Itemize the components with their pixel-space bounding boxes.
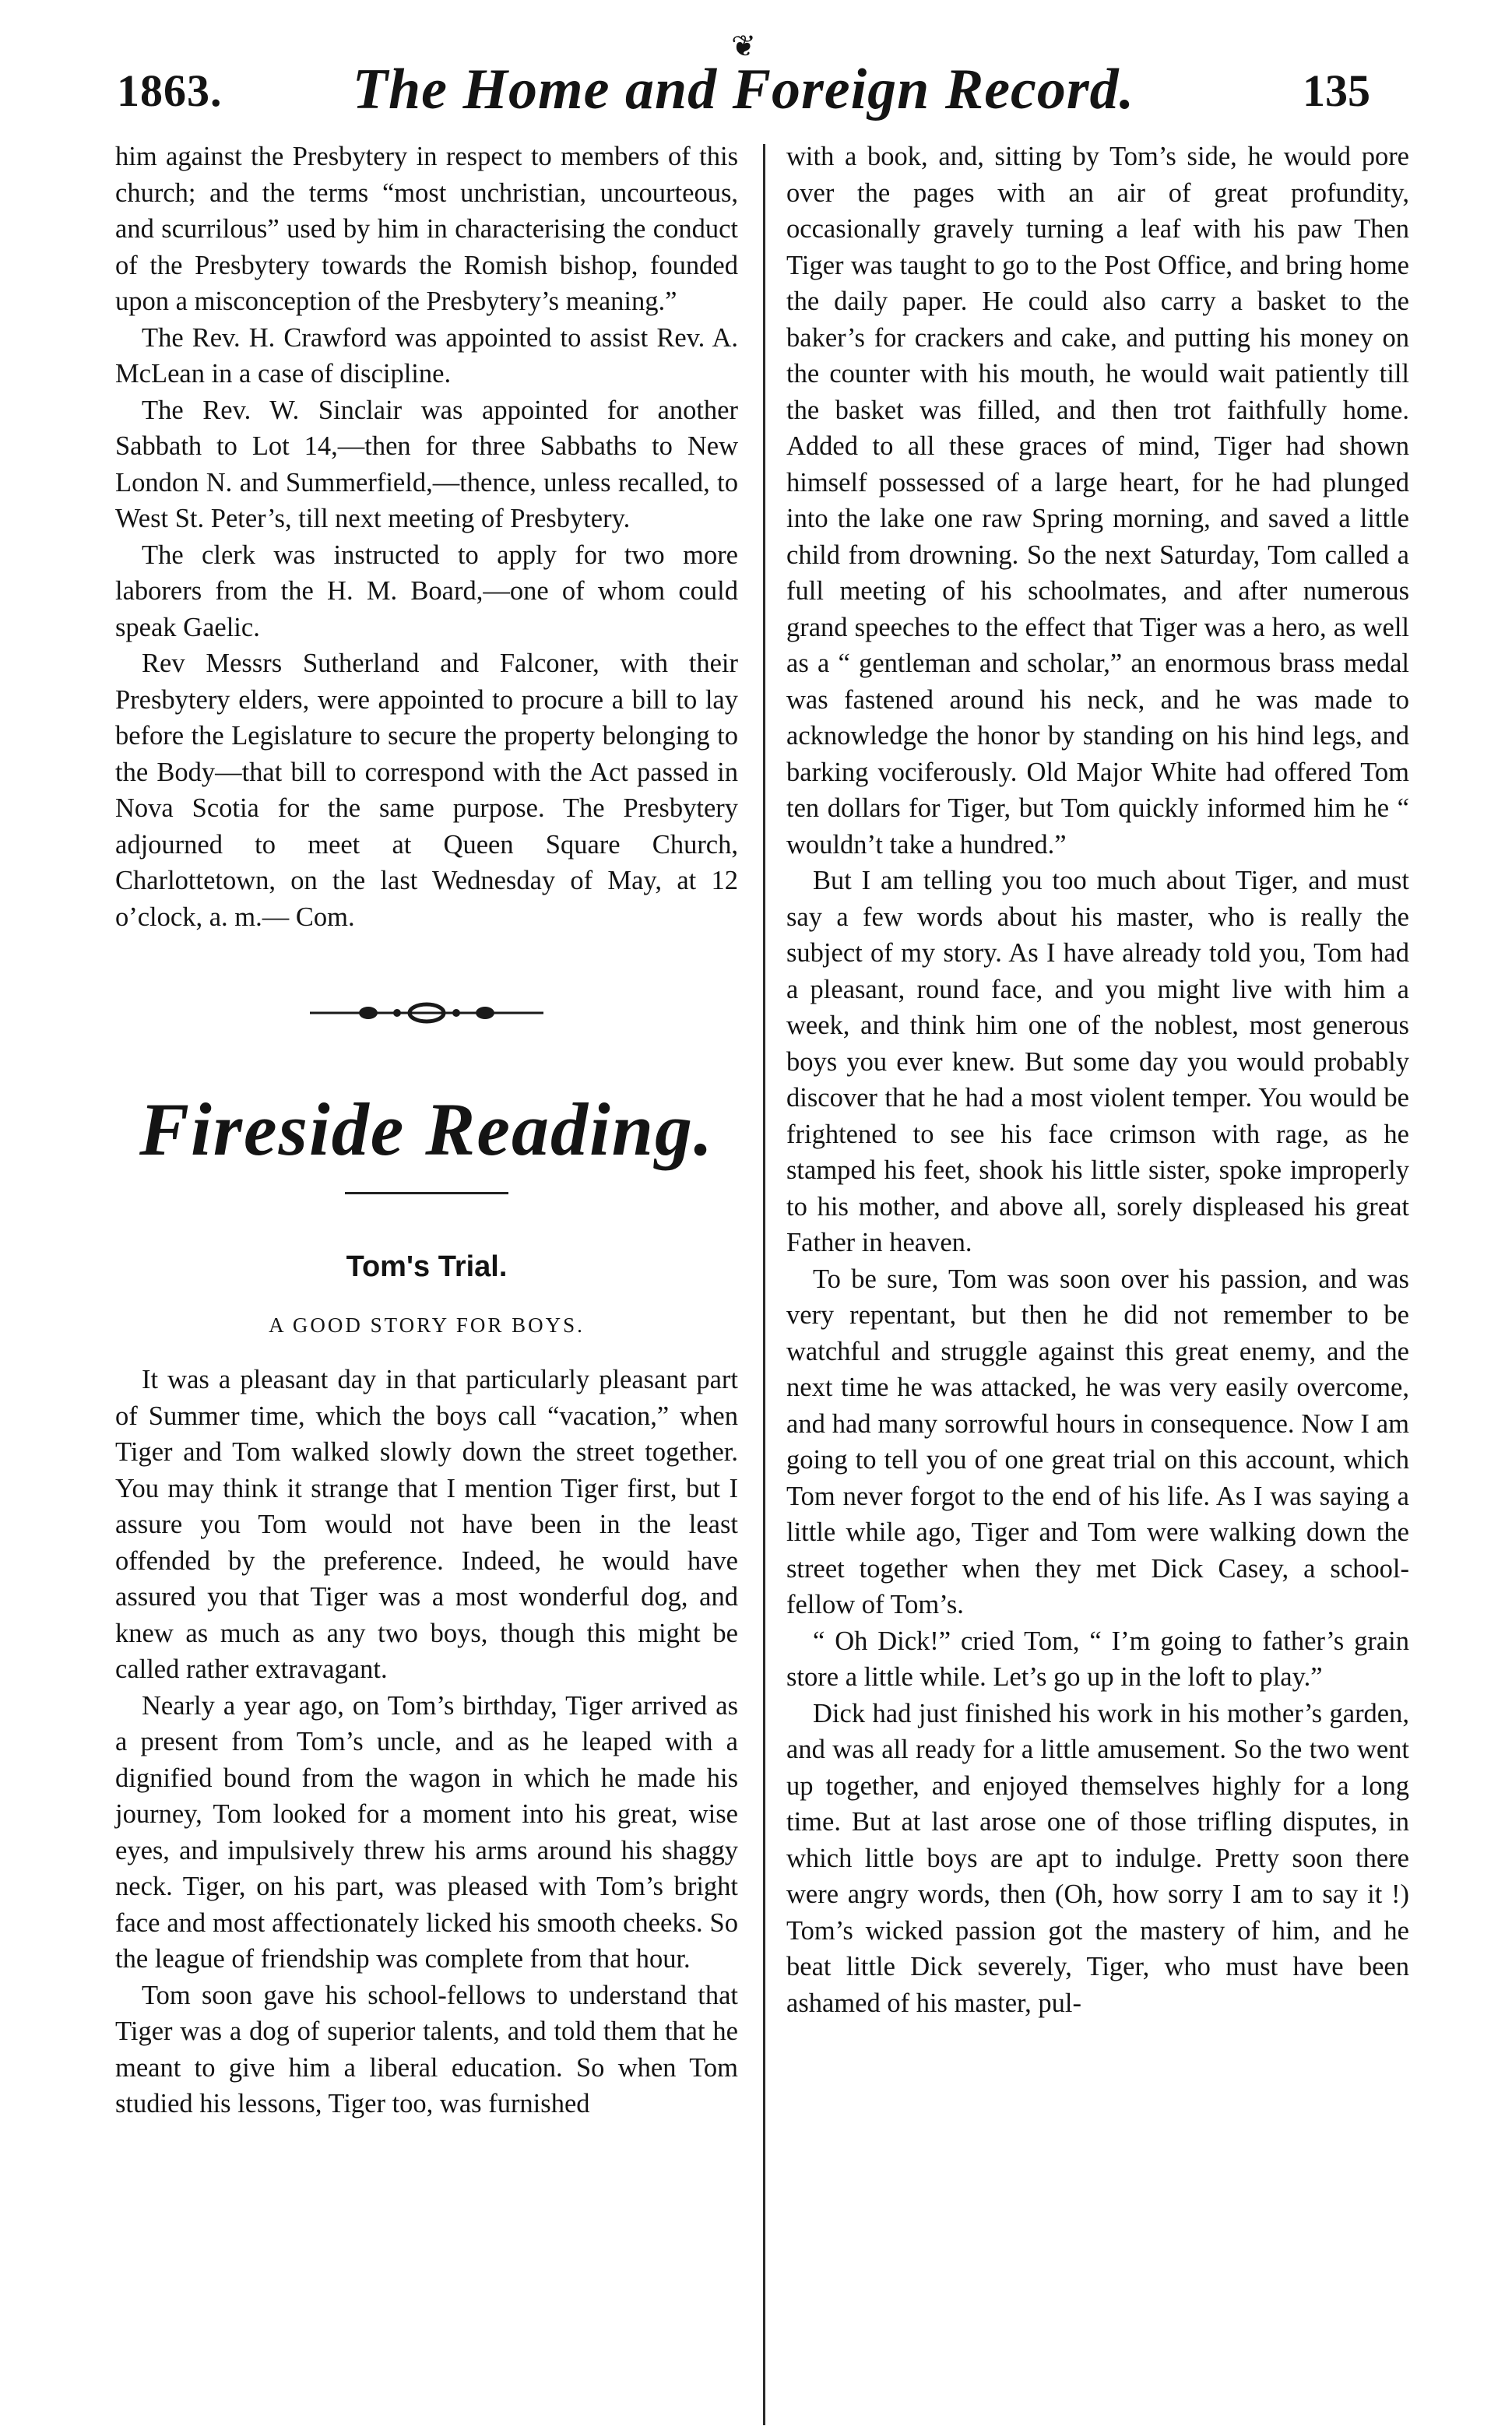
page-number: 135 — [1303, 65, 1370, 116]
paragraph: “ Oh Dick!” cried Tom, “ I’m going to father’s grain store a little while. Let’s go up in the loft to play.” — [786, 1626, 1409, 1692]
story-subtitle: A GOOD STORY FOR BOYS. — [269, 1313, 585, 1337]
story-title: Tom's Trial. — [346, 1250, 508, 1283]
paragraph: Dick had just finished his work in his mother’s garden, and was all ready for a little amusement. So the two went up together, and enjoyed themselves highly for a long time. But at last arose one of those trifling disputes, in which little boys are apt to indulge. Pretty soon there were angry words, then (Oh, how sorry I am to say it !) Tom’s wicked passion got the mastery of him, and he beat little Dick severely, Tiger, who must have been ashamed of his master, pul- — [786, 1698, 1409, 2018]
paragraph: It was a pleasant day in that particularly pleasant part of Summer time, which the boys call “vacation,” when Tiger and Tom walked slowly down the street together. You may think it strange that I mention Tiger first, but I assure you Tom would not have been in the least offended by the preference. Indeed, he would have assured you that Tiger was a most wonderful dog, and knew as much as any two boys, though this might be called rather extravagant. — [115, 1365, 738, 1684]
paragraph: Tom soon gave his school-fellows to understand that Tiger was a dog of superior talents, and told them that he meant to give him a liberal education. So when Tom studied his lessons, Tiger too, was furnished — [115, 1980, 738, 2118]
paragraph: him against the Presbytery in respect to members of this church; and the terms “most unchristian, uncourteous, and scurrilous” used by him in characterising the conduct of the Presbytery towards the Romish bishop, founded upon a misconception of the Presbytery’s meaning.” — [115, 142, 738, 316]
paragraph: Nearly a year ago, on Tom’s birthday, Tiger arrived as a present from Tom’s uncle, and as he leaped with a dignified bound from the wagon in which he made his journey, Tom looked for a moment into his great, wise eyes, and impulsively threw his arms around his shaggy neck. Tiger, on his part, was pleased with Tom’s bright face and most affectionately licked his smooth cheeks. So the league of friendship was complete from that hour. — [115, 1690, 738, 1974]
right-column — [786, 139, 1409, 2021]
header-year: 1863. — [117, 65, 223, 116]
paragraph: But I am telling you too much about Tiger, and must say a few words about his master, who is really the subject of my story. As I have already told you, Tom had a pleasant, round face, and you might live with him a week, and think him one of the noblest, most generous boys you ever knew. But some day you would probably discover that he had a most violent temper. You would be frightened to see his face crimson with rage, as he stamped his feet, shook his little sister, spoke improperly to his mother, and above all, sorely displeased his great Father in heaven. — [786, 866, 1409, 1257]
decorative-divider — [115, 990, 738, 1036]
journal-title: The Home and Foreign Record. — [352, 58, 1135, 121]
fleuron-ornament: ❦ — [731, 30, 756, 63]
paragraph: The clerk was instructed to apply for two more laborers from the H. M. Board,—one of whom could speak Gaelic. — [115, 540, 738, 642]
section-rule — [345, 1192, 508, 1194]
column-divider — [763, 144, 765, 2425]
running-header — [109, 30, 1378, 128]
paragraph: The Rev. W. Sinclair was appointed for another Sabbath to Lot 14,—then for three Sabbaths to New London N. and Summerfield,—thence, unless recalled, to West St. Peter’s, till next meeting of Presbytery. — [115, 395, 738, 533]
paragraph: Rev Messrs Sutherland and Falconer, with their Presbytery elders, were appointed to procure a bill to lay before the Legislature to secure the property belonging to the Body—that bill to correspond with the Act passed in Nova Scotia for the same purpose. The Presbytery adjourned to meet at Queen Square Church, Charlottetown, on the last Wednesday of May, at 12 o’clock, a. m.— Com. — [115, 649, 738, 932]
paragraph: with a book, and, sitting by Tom’s side, he would pore over the pages with an air of great profundity, occasionally gravely turning a leaf with his paw Then Tiger was taught to go to the Post Office, and bring home the daily paper. He could also carry a basket to the baker’s for crackers and cake, and putting his money on the counter with his mouth, he would wait patiently till the basket was filled, and then trot faithfully home. Added to all these graces of mind, Tiger had shown himself possessed of a large heart, for he had plunged into the lake one raw Spring morning, and saved a little child from drowning. So the next Saturday, Tom called a full meeting of his schoolmates, and after numerous grand speeches to the effect that Tiger was a hero, as well as a “ gentleman and scholar,” an enormous brass medal was fastened around his neck, and he was made to acknowledge the honor by standing on his hind legs, and barking vociferously. Old Major White had offered Tom ten dollars for Tiger, but Tom quickly informed him he “ wouldn’t take a hundred.” — [786, 142, 1409, 860]
paragraph: To be sure, Tom was soon over his passion, and was very repentant, but then he did not remember to be watchful and struggle against this great enemy, and the next time he was attacked, he was very easily overcome, and had many sorrowful hours in consequence. Now I am going to tell you of one great trial on this account, which Tom never forgot to the end of his life. As I was saying a little while ago, Tiger and Tom were walking down the street together when they met Dick Casey, a school-fellow of Tom’s. — [786, 1264, 1409, 1619]
left-column — [115, 139, 738, 2122]
section-title: Fireside Reading. — [139, 1088, 714, 1171]
paragraph: The Rev. H. Crawford was appointed to assist Rev. A. McLean in a case of discipline. — [115, 322, 738, 389]
ornamental-rule-icon — [310, 997, 543, 1028]
